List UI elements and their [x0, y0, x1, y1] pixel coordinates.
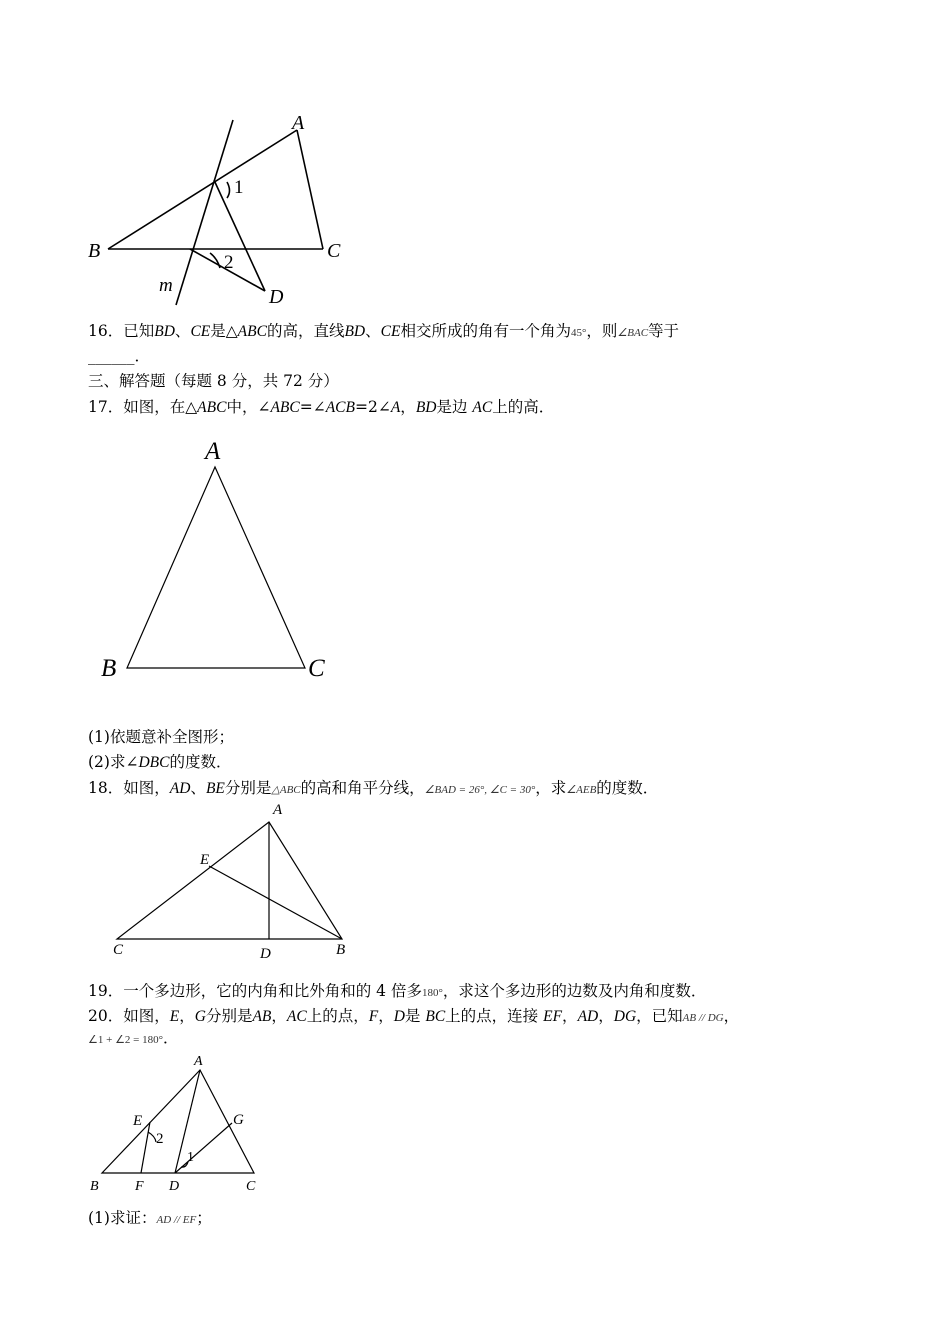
section-3-title: 三、解答题（每题 8 分，共 72 分） — [88, 372, 339, 390]
label-f: F — [135, 1179, 144, 1194]
label-b: B — [90, 1179, 99, 1194]
segment-ef — [141, 1122, 150, 1173]
triangle-abc — [127, 467, 305, 668]
label-d: D — [169, 1179, 180, 1194]
line-m — [176, 120, 233, 305]
label-c: C — [308, 655, 325, 682]
label-angle-1: 1 — [187, 1150, 194, 1165]
label-g: G — [233, 1112, 244, 1128]
figure-1 — [80, 105, 360, 310]
label-angle-1: 1 — [234, 177, 244, 198]
question-18: 18．如图，AD、BE分别是△ABC的高和角平分线，∠BAD = 26°, ∠C = 30°，求∠AEB的度数． — [88, 779, 659, 797]
figure-2 — [95, 432, 345, 687]
label-a: A — [205, 438, 221, 465]
question-16-blank: ______． — [88, 347, 151, 365]
figure-4 — [82, 1050, 267, 1198]
label-e: E — [133, 1113, 143, 1129]
question-17-part-2: (2)求∠DBC的度数． — [88, 753, 232, 771]
label-d: D — [269, 286, 284, 308]
label-e: E — [200, 852, 210, 868]
triangle-abc — [102, 1070, 254, 1173]
question-20-part-1: (1)求证：AD // EF； — [88, 1209, 212, 1227]
question-17-part-1: (1)依题意补全图形； — [88, 728, 234, 746]
label-c: C — [113, 942, 124, 958]
label-a: A — [273, 802, 283, 818]
label-a: A — [292, 112, 305, 134]
question-16: 16．已知BD、CE是△ABC的高，直线BD、CE相交所成的角有一个角为45°，则∠BAC等于 — [88, 322, 680, 340]
segment-a-c — [297, 130, 323, 249]
bisector-be — [209, 866, 342, 939]
label-m: m — [159, 275, 173, 296]
question-19: 19．一个多边形，它的内角和比外角和的 4 倍多180°，求这个多边形的边数及内角和度数． — [88, 982, 707, 1000]
label-b: B — [336, 942, 346, 958]
segment-b-a — [108, 130, 297, 249]
label-a: A — [194, 1054, 203, 1069]
label-b: B — [88, 240, 101, 262]
label-c: C — [327, 240, 341, 262]
segment-dg — [175, 1123, 232, 1173]
angle-1-arc — [227, 182, 230, 198]
triangle-abc — [117, 822, 342, 939]
figure-3 — [105, 798, 360, 966]
angle-2-arc — [148, 1132, 156, 1142]
label-b: B — [101, 655, 117, 682]
label-angle-2: 2 — [156, 1131, 164, 1147]
question-17: 17．如图，在△ABC中，∠ABC=∠ACB=2∠A，BD是边 AC上的高． — [88, 398, 555, 416]
label-angle-2: 2 — [224, 252, 234, 273]
label-d: D — [260, 946, 271, 962]
label-c: C — [246, 1179, 256, 1194]
question-20-condition: ∠1 + ∠2 = 180°． — [88, 1029, 179, 1047]
question-20: 20．如图，E，G分别是AB，AC上的点，F，D是 BC上的点，连接 EF，AD，DG，已知AB // DG， — [88, 1007, 740, 1025]
